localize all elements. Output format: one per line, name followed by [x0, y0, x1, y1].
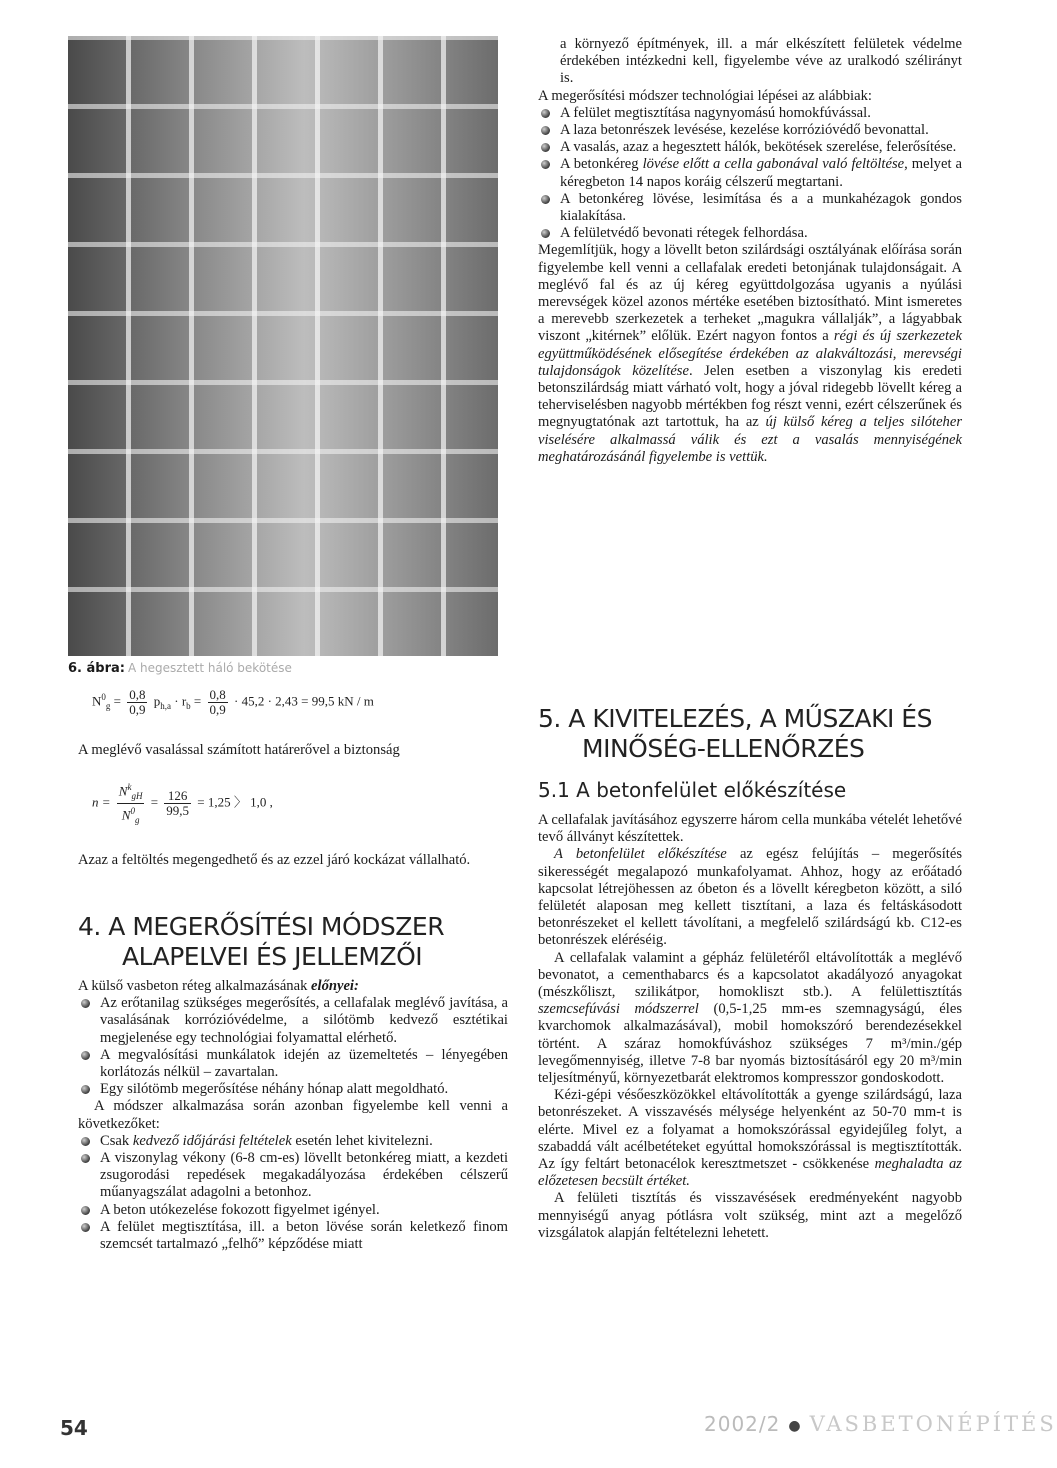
list-item: A betonkéreg lövése előtt a cella gabonával való feltöltése, melyet a kéregbeton 14 napos koráig célszerű megtartani.	[538, 156, 962, 190]
figure-label: 6. ábra:	[68, 661, 125, 676]
section-4	[78, 912, 508, 1253]
steps-list	[538, 105, 962, 243]
section-5-p3: A cellafalak valamint a gépház felületéről eltávolították a meglévő bevonatot, a cementhabarcs és a kapcsolatot akadályozó anyagokat (mészkőliszt, szilikátpor, homokliszt stb.). A felülettisztítás szemcsefúvási módszerrel (0,5-1,25 mm-es szemnagyságú, éles kvarchomok alkalmazásával), mobil homokszóró berendezésekkel történt. A száraz homokfúváshoz szükséges 7 m³/min./gép levegőmennyiség, illetve 7-8 bar nyomás biztosításáról egy 20 m³/min teljesítményű, környezetbarát elektromos kompresszor gondoskodott.	[538, 949, 962, 1087]
section-5-p2: A betonfelület előkészítése az egész felújítás – megerősítés sikerességét megalapozó munkafolyamat. Ahhoz, hogy az erőátadó kapcsolat létrejöhessen az óbeton és a lövellt kéregbeton között, a siló felületét alaposan meg kellett tisztítani, a laza és feltáskásodott betonrészeket el kellett távolítani, a megfelelő szilárdságú kb. C12-es betonrészek eléréséig.	[538, 846, 962, 949]
eq-ng-rhs: · 45,2 · 2,43 = 99,5 kN / m	[234, 693, 374, 709]
risk-paragraph: Azaz a feltöltés megengedhető és az ezzel járó kockázat vállalható.	[78, 852, 471, 868]
advantages-list	[78, 995, 508, 1098]
list-item: A viszonylag vékony (6-8 cm-es) lövellt betonkéreg miatt, a kezdeti zsugorodási repedések megakadályozása érdekében célszerű műanyagszálat adagolni a betonhoz.	[78, 1150, 508, 1202]
figure-caption	[68, 661, 292, 676]
list-item: A felület megtisztítása, ill. a beton lövése során keletkező finom szemcsét tartalmazó „felhő” képződése miatt	[78, 1219, 508, 1253]
journal-title: VASBETONÉPÍTÉS	[809, 1412, 1057, 1436]
eq-ng-p: p	[153, 693, 161, 709]
section-4-title: 4. A MEGERŐSÍTÉSI MÓDSZER ALAPELVEI ÉS JELLEMZŐI	[78, 912, 445, 971]
considerations-intro: A módszer alkalmazása során azonban figyelembe kell venni a következőket:	[78, 1098, 508, 1132]
right-column-top	[538, 36, 962, 466]
section-5-p4: Kézi-gépi vésőeszközökkel eltávolították a gyenge szilárdságú, laza betonrészeket. A visszavésés mélysége helyenként az 50-70 mm-t is elérte. Mivel ez a folyamat a homokszórással egyidejűleg folyt, a szabaddá vált acélbetéteket egyúttal homokszórással is megtisztították. Az így feltárt betonacélok keresztmetszet - csökkenése meghaladta az előzetesen becsült értéket.	[538, 1087, 962, 1190]
list-item: Csak kedvező időjárási feltételek esetén lehet kivitelezni.	[78, 1133, 508, 1150]
stiffness-paragraph: Megemlítjük, hogy a lövellt beton szilárdsági osztályának előírása során figyelembe kell venni a cellafalak eredeti betonjának tulajdonságait. A meglévő fal és az új kéreg együttdolgozása ugyanis a nyúlási merevségek közel azonos mértéke esetében biztosítható. Mint ismeretes a merevebb szerkezetek a terheket „magukra vállalják”, a lágyabbak viszont „kitérnek” előlük. Ezért nagyon fontos a régi és új szerkezetek együttműködésének elősegítése érdekében az alakváltozási, merevségi tulajdonságok közelítése. Jelen esetben a viszonylag kis eredeti betonszilárdság miatt várható volt, hogy a jóval ridegebb lövellt kéreg a teherviselésben nagyobb mértékben fog részt venni, ezért célszerűnek és megnyugtatónak azt tartottuk, ha az új külső kéreg a teljes silóteher viselésére alkalmassá válik és ezt a vasalás mennyiségének meghatározásánál figyelembe is vettük.	[538, 242, 963, 465]
equation-ng: $N^0_g$ = $\frac{0,8}{0,9}$ $p_{h,a} \cdot r_b$ = $\frac{0,8}{0,9}$ · 45,2 · 2,43 = 99,5 kN / m	[92, 687, 374, 717]
advantages-intro: A külső vasbeton réteg alkalmazásának előnyei:	[78, 978, 359, 994]
eq-n-rhs: = 1,25 〉 1,0 ,	[197, 794, 273, 810]
steps-intro: A megerősítési módszer technológiai lépései az alábbiak:	[538, 87, 872, 104]
figure-photo-welded-mesh	[68, 36, 498, 656]
list-item: A laza betonrészek levésése, kezelése korrózióvédő bevonattal.	[538, 122, 962, 139]
eq-ng-frac2: $\frac{0,8}{0,9}$	[209, 687, 226, 717]
eq-ng-sup: 0	[101, 692, 106, 703]
issue-number: 2002/2	[704, 1412, 781, 1436]
section-5-1-title: 5.1 A betonfelület előkészítése	[538, 778, 847, 802]
list-item: A felületvédő bevonati rétegek felhordása.	[538, 225, 962, 242]
eq-ng-frac1: $\frac{0,8}{0,9}$	[129, 687, 146, 717]
eq-n-lhs: n =	[92, 794, 111, 810]
list-item: A megvalósítási munkálatok idején az üzemeltetés – lényegében korlátozás nélkül – zavartalan.	[78, 1047, 508, 1081]
list-item: A felület megtisztítása nagynyomású homokfúvással.	[538, 105, 962, 122]
eq-ng-sub: g	[105, 701, 111, 712]
continuation-text: a környező építmények, ill. a már elkészített felületek védelme érdekében intézkedni kell, figyelembe véve az uralkodó szélirányt is.	[560, 36, 962, 87]
section-5-p1: A cellafalak javításához egyszerre három cella munkába vételét lehetővé tevő állványt készítettek.	[538, 812, 962, 846]
safety-intro: A meglévő vasalással számított határerővel a biztonság	[78, 742, 400, 758]
bullet-icon: ●	[788, 1417, 802, 1434]
considerations-list	[78, 1133, 508, 1253]
list-item: Az erőtanilag szükséges megerősítés, a cellafalak meglévő javítása, a vasalásának korrózióvédelme, a silótömb kedvező esztétikai megjelenése egy technológiai folyamattal elérhető.	[78, 995, 508, 1047]
eq-n-frac2: $\frac{126}{99,5}$	[166, 787, 190, 818]
footer-journal	[704, 1412, 1057, 1436]
list-item: A beton utókezelése fokozott figyelmet igényel.	[78, 1202, 508, 1219]
eq-n-frac1: $\frac{N^k_{gH}}{N^0_g}$	[118, 782, 143, 825]
eq-ng-r: · r	[174, 693, 187, 709]
eq-ng-lhs: N	[92, 693, 102, 709]
section-5-title: 5. A KIVITELEZÉS, A MŰSZAKI ÉS MINŐSÉG-ELLENŐRZÉS	[538, 704, 932, 763]
section-5	[538, 704, 962, 1242]
list-item: Egy silótömb megerősítése néhány hónap alatt megoldható.	[78, 1081, 508, 1098]
figure-caption-text: A hegesztett háló bekötése	[127, 661, 292, 675]
list-item: A vasalás, azaz a hegesztett hálók, bekötések szerelése, felerősítése.	[538, 139, 962, 156]
page-number: 54	[60, 1416, 88, 1440]
list-item: A betonkéreg lövése, lesimítása és a a munkahézagok gondos kialakítása.	[538, 191, 962, 225]
equation-n: n = $\frac{N^k_{gH}}{N^0_g}$ = $\frac{126}{99,5}$ = 1,25 〉 1,0 ,	[92, 782, 273, 825]
section-5-p5: A felületi tisztítás és visszavésések eredményeként nagyobb mennyiségű anyag pótlásra volt szükség, mint azt a megelőző vizsgálatok alapján feltételezni lehetett.	[538, 1190, 962, 1241]
